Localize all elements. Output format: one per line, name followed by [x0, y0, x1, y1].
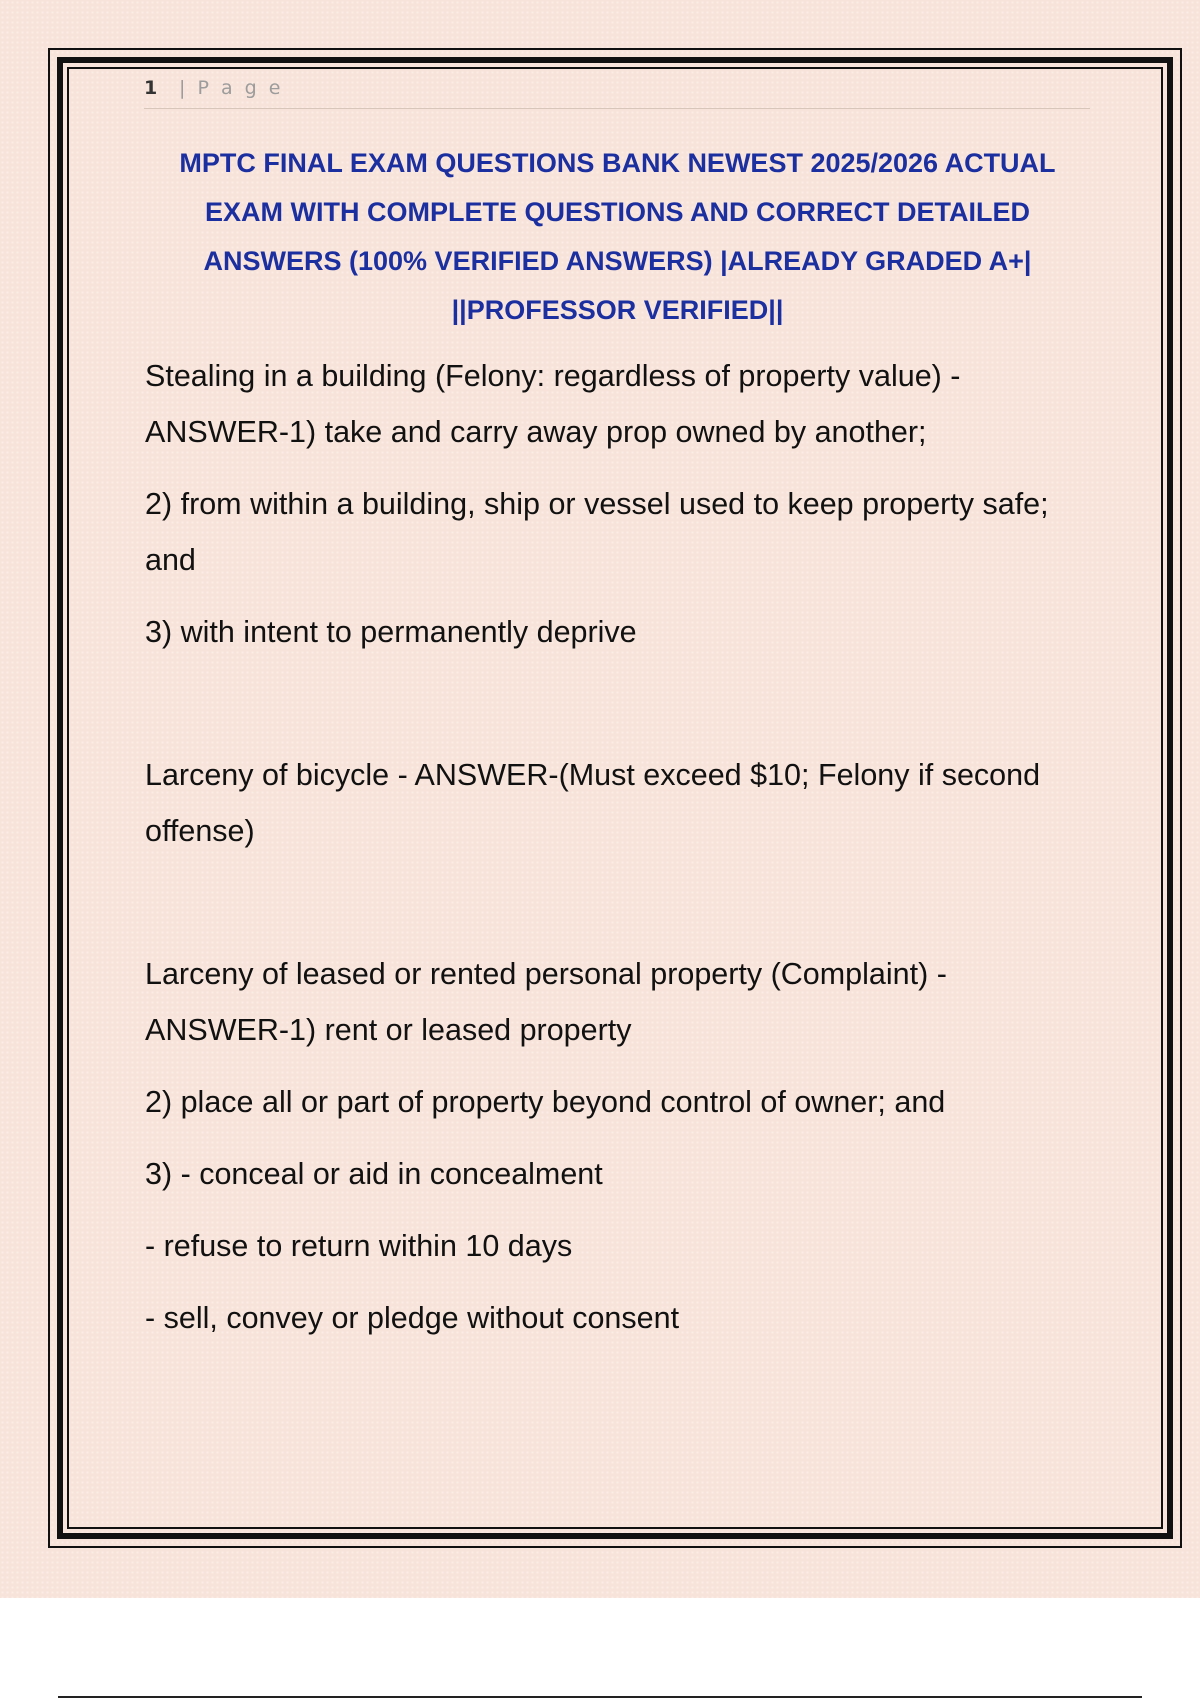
answer-line: 2) place all or part of property beyond control of owner; and	[145, 1085, 946, 1119]
document-body	[145, 348, 1085, 1346]
bottom-divider	[58, 1696, 1142, 1698]
document-title: MPTC FINAL EXAM QUESTIONS BANK NEWEST 2025/2026 ACTUAL EXAM WITH COMPLETE QUESTIONS AND CORRECT DETAILED ANSWERS (100% VERIFIED ANSWERS) |ALREADY GRADED A+| ||PROFESSOR VERIFIED||	[179, 148, 1056, 325]
question-stealing-in-building: Stealing in a building (Felony: regardless of property value) - ANSWER-1) take and carry away prop owned by another;	[145, 359, 961, 449]
answer-line: 3) - conceal or aid in concealment	[145, 1157, 603, 1191]
page-number: 1	[144, 77, 158, 99]
answer-line: 3) with intent to permanently deprive	[145, 615, 637, 649]
question-larceny-leased-property: Larceny of leased or rented personal property (Complaint) - ANSWER-1) rent or leased property	[145, 957, 947, 1047]
answer-line: 2) from within a building, ship or vessel used to keep property safe; and	[145, 487, 1049, 577]
page-label: | P a g e	[179, 77, 284, 99]
question-larceny-bicycle: Larceny of bicycle - ANSWER-(Must exceed $10; Felony if second offense)	[145, 758, 1041, 848]
answer-line: - sell, convey or pledge without consent	[145, 1301, 680, 1335]
answer-line: - refuse to return within 10 days	[145, 1229, 573, 1263]
page-header	[144, 58, 1090, 109]
